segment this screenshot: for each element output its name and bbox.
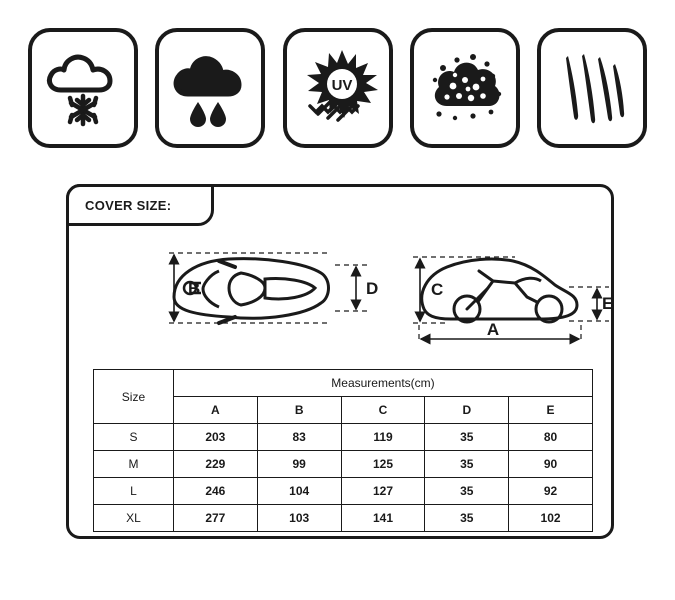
cell-m-d: 35 xyxy=(425,451,509,478)
cell-xl-e: 102 xyxy=(509,505,593,532)
cell-xl-c: 141 xyxy=(341,505,425,532)
size-table-head xyxy=(94,370,593,424)
cell-m-b: 99 xyxy=(257,451,341,478)
cell-s-b: 83 xyxy=(257,424,341,451)
cell-m-c: 125 xyxy=(341,451,425,478)
uv-protection-icon xyxy=(283,28,393,148)
dimension-diagram-svg xyxy=(69,231,617,361)
feature-icon-row xyxy=(28,28,647,152)
dimension-label-e: E xyxy=(602,294,614,313)
table-row xyxy=(94,505,593,532)
cell-l-d: 35 xyxy=(425,478,509,505)
uv-label: UV xyxy=(331,77,352,94)
dimension-e-arrow xyxy=(597,289,613,319)
cell-m-a: 229 xyxy=(173,451,257,478)
table-row xyxy=(94,451,593,478)
dimension-label-a: A xyxy=(486,320,500,339)
rain-protection-icon xyxy=(155,28,265,148)
scratch-protection-icon xyxy=(537,28,647,148)
cover-dimension-diagrams xyxy=(69,231,614,361)
header-col-e: E xyxy=(509,397,593,424)
cell-l-b: 104 xyxy=(257,478,341,505)
row-size-m: M xyxy=(94,451,174,478)
header-col-b: B xyxy=(257,397,341,424)
cell-l-a: 246 xyxy=(173,478,257,505)
dimension-label-b: B xyxy=(188,279,201,298)
rain-cloud-glyph xyxy=(166,44,254,132)
header-col-c: C xyxy=(341,397,425,424)
cell-s-c: 119 xyxy=(341,424,425,451)
dimension-label-d: D xyxy=(366,279,379,298)
cell-s-a: 203 xyxy=(173,424,257,451)
row-size-xl: XL xyxy=(94,505,174,532)
row-size-s: S xyxy=(94,424,174,451)
cover-size-panel xyxy=(66,184,614,539)
table-row xyxy=(94,424,593,451)
snow-cloud-glyph xyxy=(39,44,127,132)
side-view-drawing xyxy=(422,259,577,322)
header-col-a: A xyxy=(173,397,257,424)
dust-cloud-glyph xyxy=(421,44,509,132)
sun-uv-glyph xyxy=(294,44,382,132)
claw-marks-glyph xyxy=(548,44,636,132)
cell-xl-a: 277 xyxy=(173,505,257,532)
table-header-row-1 xyxy=(94,370,593,397)
size-table-body xyxy=(94,424,593,532)
dust-protection-icon xyxy=(410,28,520,148)
table-row xyxy=(94,478,593,505)
snow-protection-icon xyxy=(28,28,138,148)
cell-s-d: 35 xyxy=(425,424,509,451)
dimension-label-c: C xyxy=(431,280,444,299)
cell-l-e: 92 xyxy=(509,478,593,505)
cell-xl-d: 35 xyxy=(425,505,509,532)
cell-s-e: 80 xyxy=(509,424,593,451)
dimension-d-arrow xyxy=(356,267,378,309)
header-size: Size xyxy=(94,370,174,424)
header-col-d: D xyxy=(425,397,509,424)
cover-size-title: COVER SIZE: xyxy=(66,184,214,226)
size-table xyxy=(93,369,593,532)
cell-l-c: 127 xyxy=(341,478,425,505)
header-measurements: Measurements(cm) xyxy=(173,370,592,397)
cell-xl-b: 103 xyxy=(257,505,341,532)
row-size-l: L xyxy=(94,478,174,505)
cell-m-e: 90 xyxy=(509,451,593,478)
